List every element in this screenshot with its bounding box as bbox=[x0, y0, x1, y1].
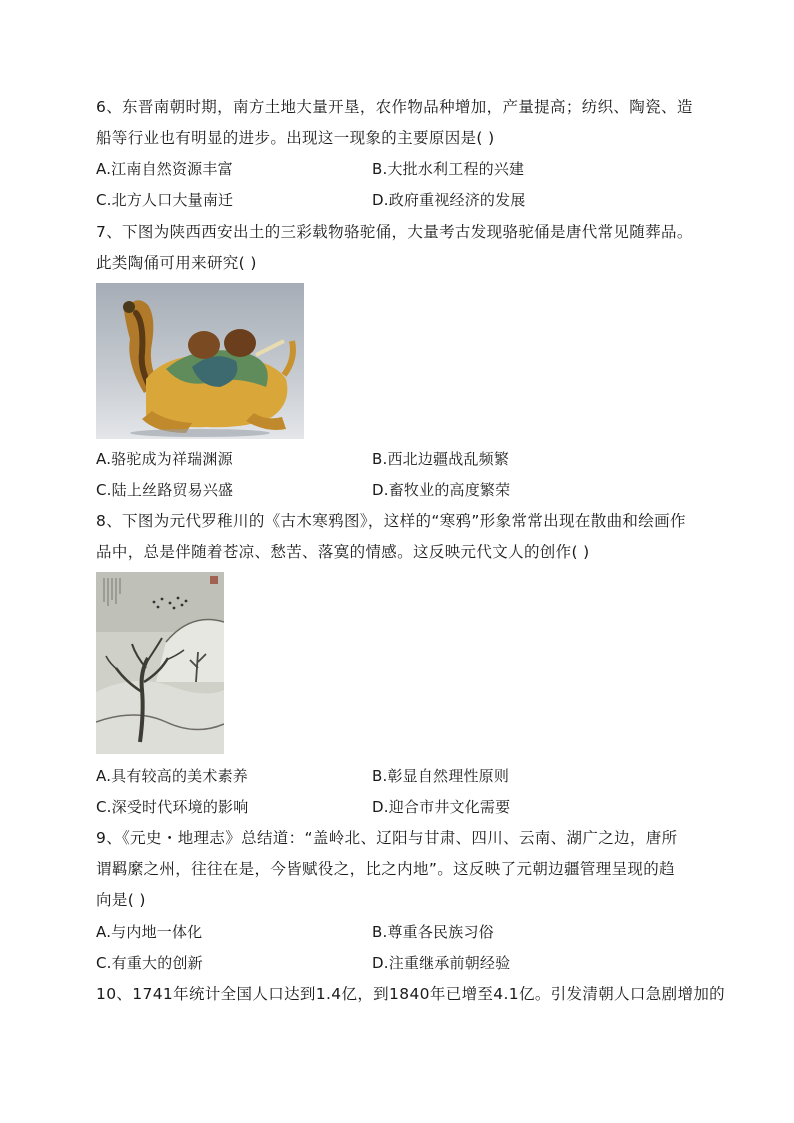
q6-option-c: C.北方人口大量南迁 bbox=[96, 191, 234, 209]
q6-stem-line1: 6、东晋南朝时期，南方土地大量开垦，农作物品种增加，产量提高；纺织、陶瓷、造 bbox=[96, 98, 693, 116]
q9-stem-line1: 9、《元史・地理志》总结道：“盖岭北、辽阳与甘肃、四川、云南、湖广之边，唐所 bbox=[96, 829, 678, 847]
q9-stem-line3: 向是( ) bbox=[96, 891, 146, 909]
q8-option-d: D.迎合市井文化需要 bbox=[372, 798, 511, 816]
winter-crows-painting-image bbox=[96, 572, 224, 754]
q8-option-c: C.深受时代环境的影响 bbox=[96, 798, 249, 816]
q7-option-b: B.西北边疆战乱频繁 bbox=[372, 450, 510, 468]
q7-option-a: A.骆驼成为祥瑞渊源 bbox=[96, 450, 233, 468]
q8-option-a: A.具有较高的美术素养 bbox=[96, 767, 248, 785]
q10-stem-line1: 10、1741年统计全国人口达到1.4亿，到1840年已增至4.1亿。引发清朝人口急剧增加的 bbox=[96, 985, 726, 1003]
q9-option-c: C.有重大的创新 bbox=[96, 954, 203, 972]
q6-option-b: B.大批水利工程的兴建 bbox=[372, 160, 525, 178]
q7-stem-line1: 7、下图为陕西西安出土的三彩载物骆驼俑，大量考古发现骆驼俑是唐代常见随葬品。 bbox=[96, 223, 693, 241]
q7-stem-line2: 此类陶俑可用来研究( ) bbox=[96, 254, 257, 272]
q9-option-d: D.注重继承前朝经验 bbox=[372, 954, 511, 972]
q8-stem-line2: 品中，总是伴随着苍凉、愁苦、落寞的情感。这反映元代文人的创作( ) bbox=[96, 543, 590, 561]
q6-option-d: D.政府重视经济的发展 bbox=[372, 191, 526, 209]
q6-option-a: A.江南自然资源丰富 bbox=[96, 160, 233, 178]
q6-stem-line2: 船等行业也有明显的进步。出现这一现象的主要原因是( ) bbox=[96, 129, 495, 147]
q7-option-c: C.陆上丝路贸易兴盛 bbox=[96, 481, 234, 499]
q8-option-b: B.彰显自然理性原则 bbox=[372, 767, 510, 785]
q9-option-b: B.尊重各民族习俗 bbox=[372, 923, 494, 941]
q9-option-a: A.与内地一体化 bbox=[96, 923, 203, 941]
q9-stem-line2: 谓羁縻之州，往往在是，今皆赋役之，比之内地”。这反映了元朝边疆管理呈现的趋 bbox=[96, 860, 675, 878]
camel-figurine-image bbox=[96, 283, 304, 439]
q7-option-d: D.畜牧业的高度繁荣 bbox=[372, 481, 511, 499]
q8-stem-line1: 8、下图为元代罗稚川的《古木寒鸦图》，这样的“寒鸦”形象常常出现在散曲和绘画作 bbox=[96, 512, 686, 530]
